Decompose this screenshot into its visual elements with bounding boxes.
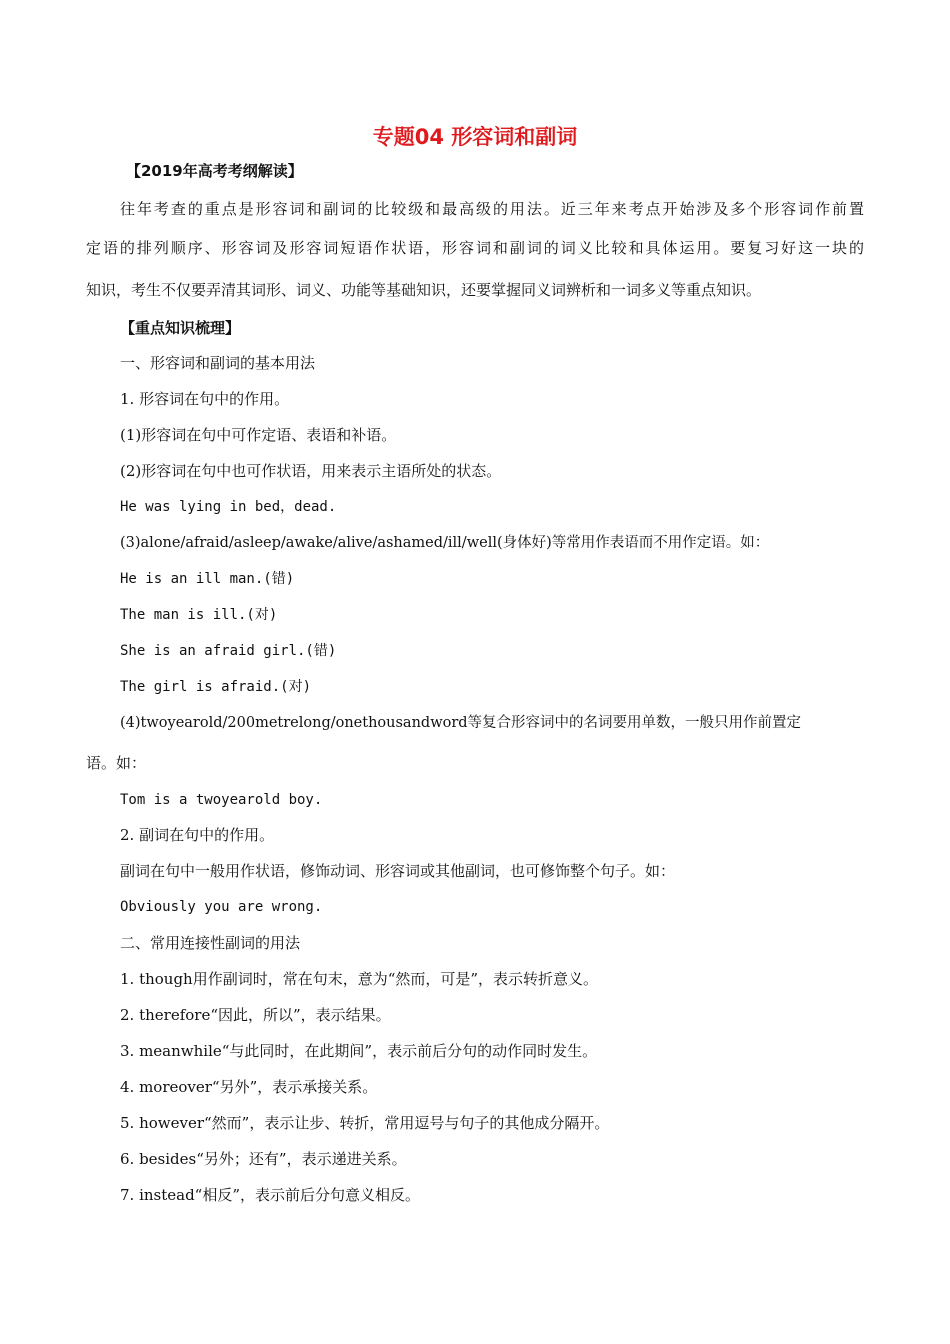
key-knowledge-heading: 【重点知识梳理】 [120, 319, 241, 337]
example-afraid-wrong: She is an afraid girl.(错) [120, 643, 337, 659]
item2-heading: 2. 副词在句中的作用。 [120, 826, 275, 844]
item1-heading: 1. 形容词在句中的作用。 [120, 390, 290, 408]
example-ill-right: The man is ill.(对) [120, 607, 278, 623]
item1-point4: (4)twoyearold/200metrelong/onethousandword等复合形容词中的名词要用单数，一般只用作前置定 [120, 715, 802, 731]
example-dead: He was lying in bed，dead. [120, 499, 337, 515]
conj-item-therefore: 2. therefore“因此，所以”，表示结果。 [120, 1006, 391, 1024]
intro-line-2: 定语的排列顺序、形容词及形容词短语作状语，形容词和副词的词义比较和具体运用。要复习好这一块的 [86, 239, 864, 257]
conj-item-meanwhile: 3. meanwhile“与此同时，在此期间”，表示前后分句的动作同时发生。 [120, 1042, 598, 1060]
example-afraid-right: The girl is afraid.(对) [120, 679, 312, 695]
item2-text: 副词在句中一般用作状语，修饰动词、形容词或其他副词，也可修饰整个句子。如： [120, 862, 676, 880]
item1-point1: (1)形容词在句中可作定语、表语和补语。 [120, 426, 397, 444]
intro-line-3: 知识，考生不仅要弄清其词形、词义、功能等基础知识，还要掌握同义词辨析和一词多义等重点知识。 [86, 281, 762, 299]
item1-point2: (2)形容词在句中也可作状语，用来表示主语所处的状态。 [120, 462, 502, 480]
conj-item-besides: 6. besides“另外；还有”，表示递进关系。 [120, 1150, 407, 1168]
conj-item-moreover: 4. moreover“另外”，表示承接关系。 [120, 1078, 378, 1096]
conj-item-though: 1. though用作副词时，常在句末，意为“然而，可是”，表示转折意义。 [120, 970, 599, 988]
part1-heading: 一、形容词和副词的基本用法 [120, 354, 316, 372]
item1-point3: (3)alone/afraid/asleep/awake/alive/ashamed/ill/well(身体好)等常用作表语而不用作定语。如： [120, 535, 770, 551]
conj-item-however: 5. however“然而”，表示让步、转折，常用逗号与句子的其他成分隔开。 [120, 1114, 610, 1132]
exam-outline-heading: 【2019年高考考纲解读】 [126, 162, 303, 180]
conj-item-instead: 7. instead“相反”，表示前后分句意义相反。 [120, 1186, 421, 1204]
page-title: 专题04 形容词和副词 [372, 125, 578, 149]
item1-point4-cont: 语。如： [86, 754, 147, 772]
example-tom: Tom is a twoyearold boy. [120, 792, 323, 808]
example-obviously: Obviously you are wrong. [120, 899, 323, 915]
example-ill-wrong: He is an ill man.(错) [120, 571, 295, 587]
part2-heading: 二、常用连接性副词的用法 [120, 934, 301, 952]
intro-line-1: 往年考查的重点是形容词和副词的比较级和最高级的用法。近三年来考点开始涉及多个形容词作前置 [120, 200, 864, 218]
